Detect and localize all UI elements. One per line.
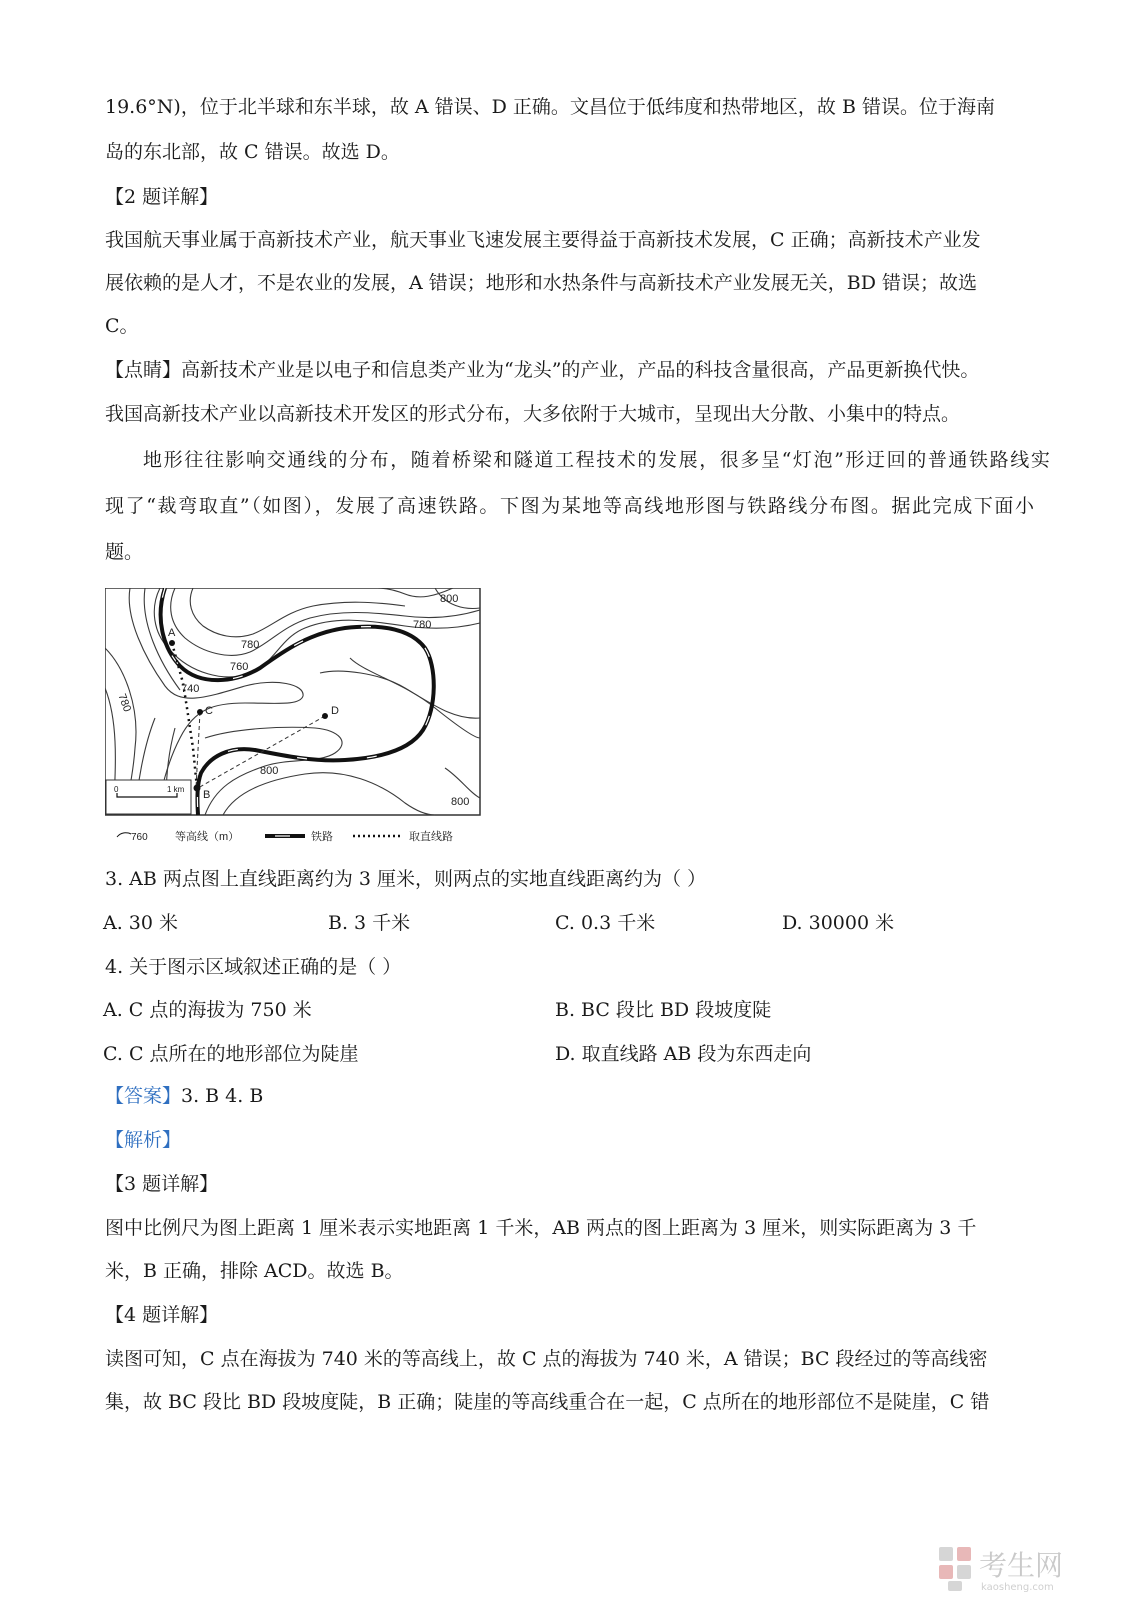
kaosheng-watermark-logo: [937, 1543, 1117, 1593]
tip-line-1: 【点睛】高新技术产业是以电子和信息类产业为“龙头”的产业，产品的科技含量很高，产品更新换代快。: [105, 359, 980, 381]
detail4-line-1: 读图可知，C 点在海拔为 740 米的等高线上，故 C 点的海拔为 740 米，A 错误；BC 段经过的等高线密: [105, 1348, 988, 1370]
answer-text: 3. B 4. B: [181, 1085, 264, 1107]
analysis-label: 【解析】: [105, 1129, 182, 1151]
answer-label: 【答案】: [105, 1085, 182, 1107]
contour-label: 780: [413, 619, 432, 631]
section-heading-2: 【2 题详解】: [105, 186, 219, 208]
contour-line: [171, 588, 480, 655]
q4-option-b: B. BC 段比 BD 段坡度陡: [555, 999, 772, 1021]
legend-contour-sample: 760: [131, 832, 148, 843]
contour-label: 800: [440, 593, 459, 605]
scale-bar: [106, 780, 191, 814]
para-line-1: 19.6°N)，位于北半球和东半球，故 A 错误、D 正确。文昌位于低纬度和热带地区，故 B 错误。位于海南: [105, 96, 995, 118]
point-c-marker: [197, 709, 203, 715]
intro-line-1: 地形往往影响交通线的分布，随着桥梁和隧道工程技术的发展，很多呈“灯泡”形迂回的普通铁路线实: [143, 449, 1052, 471]
map-legend: [117, 829, 453, 843]
detail3-line-1: 图中比例尺为图上距离 1 厘米表示实地距离 1 千米，AB 两点的图上距离为 3 厘米，则实际距离为 3 千: [105, 1217, 977, 1239]
contour-line: [320, 671, 480, 718]
contour-line: [190, 588, 405, 637]
point-label-b: B: [203, 789, 211, 801]
legend-railway: 铁路: [311, 831, 333, 843]
contour-line: [445, 768, 480, 798]
q4-stem: 4. 关于图示区域叙述正确的是（ ）: [105, 956, 402, 978]
para-line-3: 我国航天事业属于高新技术产业，航天事业飞速发展主要得益于高新技术发展，C 正确；高新技术产业发: [105, 229, 981, 251]
point-label-a: A: [168, 627, 176, 639]
point-label-d: D: [331, 705, 339, 717]
straight-route: [172, 643, 200, 788]
legend-contour: 等高线（m）: [175, 831, 240, 843]
contour-label: 760: [230, 661, 249, 673]
q4-option-d: D. 取直线路 AB 段为东西走向: [555, 1043, 812, 1065]
legend-straight: 取直线路: [409, 831, 453, 843]
contour-label: 740: [181, 683, 200, 695]
q4-option-a: A. C 点的海拔为 750 米: [103, 999, 312, 1021]
scale-start: 0: [114, 785, 119, 794]
point-label-c: C: [205, 705, 213, 717]
contour-line: [223, 773, 435, 815]
intro-line-3: 题。: [105, 541, 144, 563]
scale-end: 1 km: [167, 785, 185, 794]
detail4-title: 【4 题详解】: [105, 1304, 219, 1326]
point-b-marker: [194, 785, 201, 792]
tip-line-2: 我国高新技术产业以高新技术开发区的形式分布，大多依附于大城市，呈现出大分散、小集中的特点。: [105, 403, 961, 425]
point-a-marker: [169, 640, 175, 646]
watermark-name: 考生网: [979, 1549, 1064, 1582]
q3-option-c: C. 0.3 千米: [555, 912, 656, 934]
contour-line: [350, 658, 480, 738]
detail4-line-2: 集，故 BC 段比 BD 段坡度陡，B 正确；陡崖的等高线重合在一起，C 点所在的地形部位不是陡崖，C 错: [105, 1391, 990, 1413]
contour-railway-map: [105, 588, 485, 850]
detail3-line-2: 米，B 正确，排除 ACD。故选 B。: [105, 1260, 404, 1282]
q3-option-a: A. 30 米: [103, 912, 179, 934]
contour-label: 780: [241, 639, 260, 651]
para-line-5: C。: [105, 315, 139, 337]
contour-label: 780: [115, 692, 134, 714]
q3-stem: 3. AB 两点图上直线距离约为 3 厘米，则两点的实地直线距离约为（ ）: [105, 868, 707, 890]
para-line-4: 展依赖的是人才，不是农业的发展，A 错误；地形和水热条件与高新技术产业发展无关，BD 错误；故选: [105, 272, 977, 294]
contour-label: 800: [451, 796, 470, 808]
watermark-url: kaosheng.com: [981, 1582, 1054, 1593]
q3-option-d: D. 30000 米: [782, 912, 895, 934]
point-d-marker: [322, 713, 328, 719]
para-line-2: 岛的东北部，故 C 错误。故选 D。: [105, 141, 400, 163]
contour-label: 800: [260, 765, 279, 777]
answer-line: [105, 1083, 263, 1109]
q3-option-b: B. 3 千米: [328, 912, 411, 934]
intro-line-2: 现了“裁弯取直”（如图），发展了高速铁路。下图为某地等高线地形图与铁路线分布图。据此完成下面小: [105, 495, 1036, 517]
bd-line: [198, 716, 325, 788]
q4-option-c: C. C 点所在的地形部位为陡崖: [103, 1043, 359, 1065]
detail3-title: 【3 题详解】: [105, 1173, 219, 1195]
